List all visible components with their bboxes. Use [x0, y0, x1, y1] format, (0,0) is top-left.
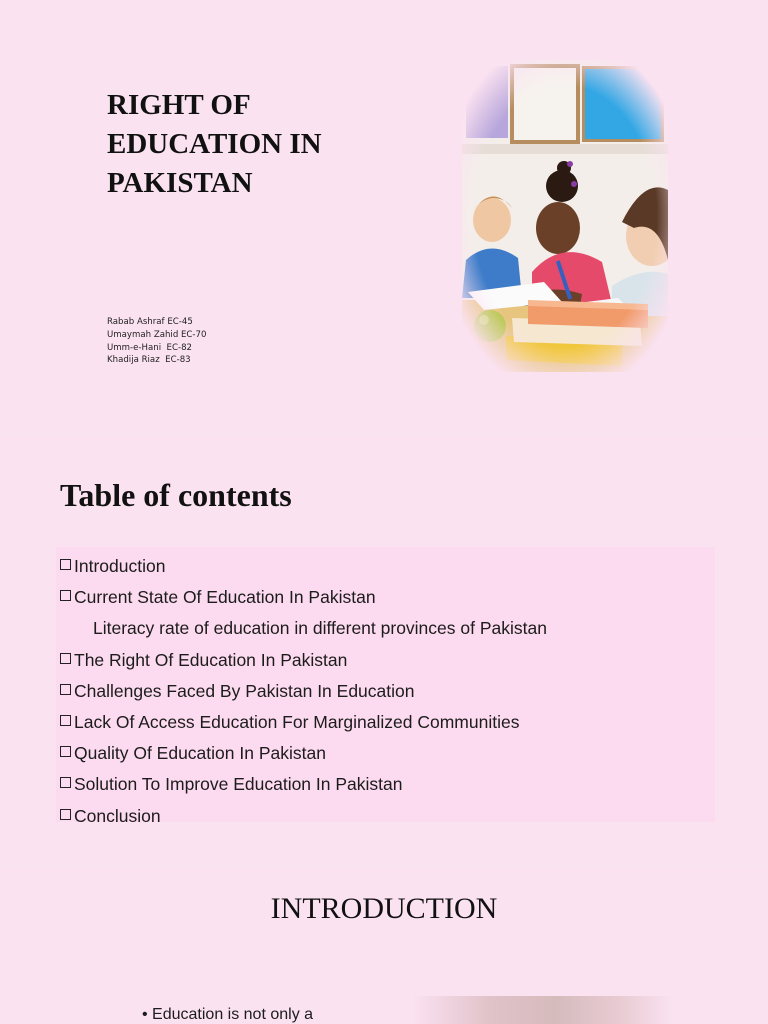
author-name: Umm-e-Hani EC-82 [107, 342, 193, 353]
toc-list [60, 551, 547, 832]
author-name: Khadija Riaz EC-83 [107, 355, 191, 366]
checkbox-icon [60, 715, 71, 726]
toc-item-label: Current State Of Education In Pakistan [74, 587, 376, 608]
title-line: PAKISTAN [107, 167, 253, 199]
title-line: EDUCATION IN [107, 128, 322, 160]
toc-subitem [60, 613, 547, 644]
toc-item-label: Lack Of Access Education For Marginalized Communities [74, 711, 520, 732]
toc-item-label: Solution To Improve Education In Pakistan [74, 774, 403, 795]
bullet-text: Education is not only a [152, 1006, 314, 1023]
checkbox-icon [60, 590, 71, 601]
toc-item-label: Quality Of Education In Pakistan [74, 743, 326, 764]
toc-item-label: Challenges Faced By Pakistan In Education [74, 680, 415, 701]
checkbox-icon [60, 653, 71, 664]
title-line: RIGHT OF [107, 89, 251, 121]
checkbox-icon [60, 777, 71, 788]
intro-heading: INTRODUCTION [270, 892, 498, 925]
classroom-children-photo [462, 60, 668, 372]
introduction-slide [0, 866, 768, 1024]
checkbox-icon [60, 684, 71, 695]
toc-item [60, 769, 547, 800]
toc-item [60, 676, 547, 707]
toc-item [60, 551, 547, 582]
toc-item-label: The Right Of Education In Pakistan [74, 649, 348, 670]
toc-slide [0, 433, 768, 865]
toc-item-label: Introduction [74, 556, 166, 576]
toc-item-label: Literacy rate of education in different provinces of Pakistan [93, 618, 547, 639]
toc-item [60, 645, 547, 676]
title-slide [0, 0, 768, 432]
intro-photo [412, 996, 672, 1024]
toc-heading: Table of contents [60, 477, 292, 513]
author-name: Rabab Ashraf EC-45 [107, 317, 193, 327]
checkbox-icon [60, 809, 71, 820]
toc-item [60, 707, 547, 738]
author-list [107, 316, 206, 367]
toc-item-label: Conclusion [74, 805, 161, 826]
toc-item [60, 738, 547, 769]
toc-item [60, 801, 547, 832]
author-name: Umaymah Zahid EC-70 [107, 329, 207, 340]
toc-item [60, 582, 547, 613]
checkbox-icon [60, 559, 71, 570]
checkbox-icon [60, 746, 71, 757]
bullet-item: • Education is not only a [142, 1006, 314, 1023]
presentation-title [107, 86, 437, 203]
